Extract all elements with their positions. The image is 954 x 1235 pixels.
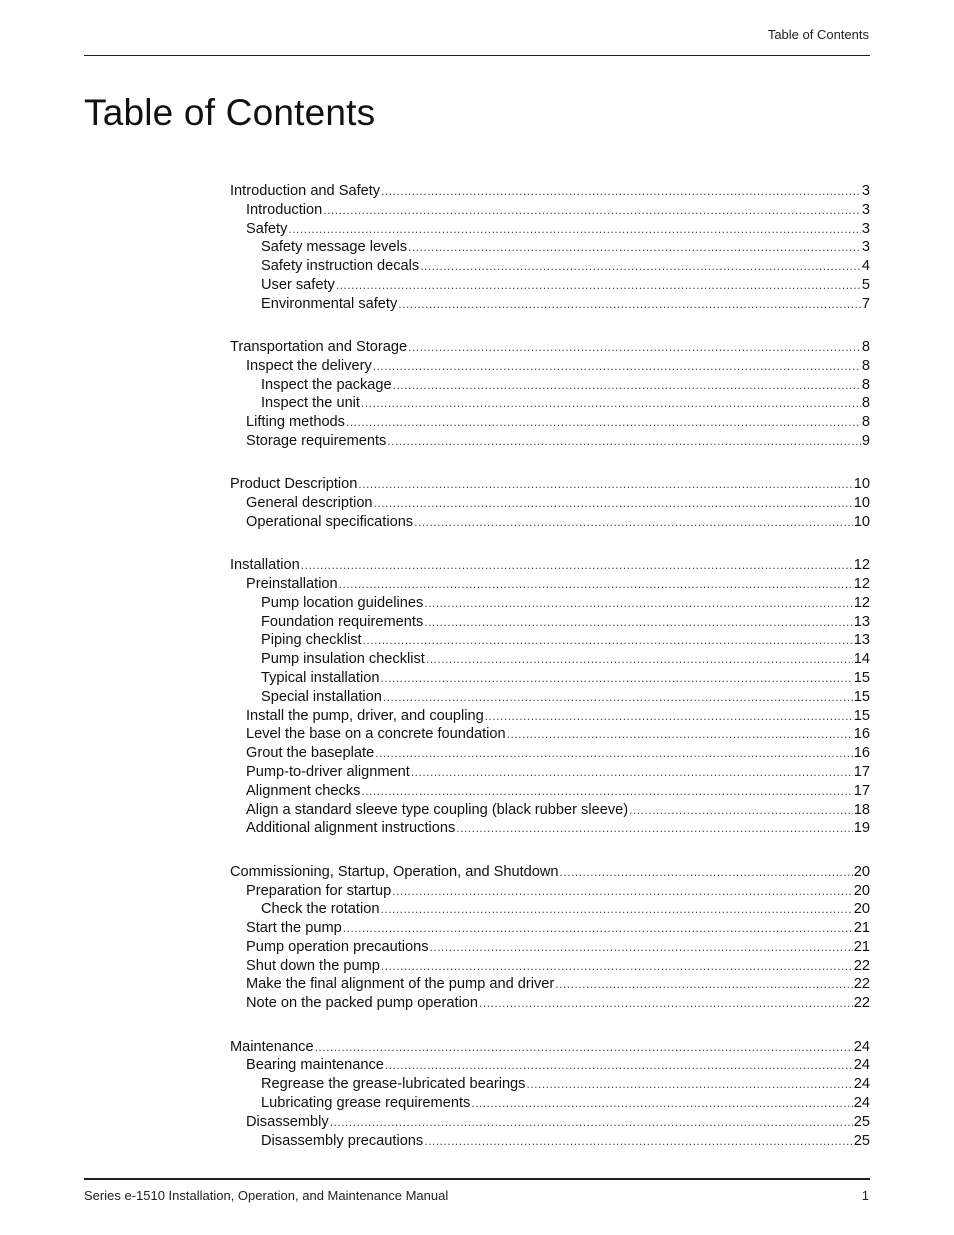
toc-entry-title: Maintenance [230,1038,314,1055]
footer-page-number: 1 [861,1188,869,1203]
toc-entry-page: 13 [853,613,870,630]
toc-entry-page: 15 [853,707,870,724]
toc-entry-level-3[interactable] [230,257,870,276]
toc-entry-level-2[interactable] [230,819,870,838]
toc-section [230,182,870,314]
dot-leader [392,882,853,901]
toc-entry-level-2[interactable] [230,494,870,513]
dot-leader [411,763,853,782]
toc-entry-page: 12 [853,594,870,611]
toc-entry-level-3[interactable] [230,1094,870,1113]
toc-entry-page: 17 [853,764,870,781]
dot-leader [373,357,861,376]
toc-entry-level-3[interactable] [230,1132,870,1151]
toc-entry-page: 12 [853,557,870,574]
dot-leader [629,801,853,820]
toc-entry-title: Product Description [230,476,358,493]
toc-entry-level-2[interactable] [230,957,870,976]
toc-entry-level-3[interactable] [230,238,870,257]
dot-leader [339,575,853,594]
toc-section [230,475,870,531]
dot-leader [424,594,853,613]
toc-entry-level-3[interactable] [230,376,870,395]
toc-entry-level-2[interactable] [230,201,870,220]
toc-entry-title: Disassembly [246,1113,329,1130]
page-title: Table of Contents [84,92,376,133]
toc-entry-title: Note on the packed pump operation [246,995,479,1012]
toc-entry-level-3[interactable] [230,669,870,688]
toc-entry-page: 10 [853,495,870,512]
toc-entry-title: Pump-to-driver alignment [246,764,410,781]
toc-entry-level-2[interactable] [230,513,870,532]
toc-entry-level-2[interactable] [230,707,870,726]
dot-leader [414,513,853,532]
dot-leader [375,744,853,763]
toc-entry-title: General description [246,495,373,512]
toc-entry-title: Check the rotation [261,901,380,918]
dot-leader [301,556,853,575]
toc-entry-page: 21 [853,938,870,955]
toc-entry-page: 13 [853,632,870,649]
toc-entry-level-2[interactable] [230,994,870,1013]
toc-entry-level-3[interactable] [230,650,870,669]
toc-section [230,556,870,838]
toc-entry-page: 17 [853,782,870,799]
toc-entry-title: Safety [246,220,288,237]
dot-leader [330,1113,853,1132]
toc-entry-page: 14 [853,651,870,668]
dot-leader [387,432,861,451]
dot-leader [323,201,861,220]
toc-entry-title: Piping checklist [261,632,362,649]
toc-entry-level-2[interactable] [230,938,870,957]
toc-entry-title: Environmental safety [261,295,398,312]
toc-entry-title: Disassembly precautions [261,1132,424,1149]
toc-entry-level-3[interactable] [230,594,870,613]
toc-entry-title: Introduction and Safety [230,183,381,199]
toc-entry-title: Preinstallation [246,576,338,593]
toc-entry-title: Regrease the grease-lubricated bearings [261,1076,526,1093]
toc-entry-page: 20 [853,901,870,918]
toc-entry-level-1[interactable] [230,338,870,357]
toc-entry-page: 8 [861,339,870,356]
dot-leader [560,863,853,882]
toc-entry-level-2[interactable] [230,763,870,782]
dot-leader [383,688,853,707]
toc-entry-title: Inspect the delivery [246,357,372,374]
toc-entry-level-3[interactable] [230,1075,870,1094]
toc-entry-page: 24 [853,1094,870,1111]
toc-entry-page: 15 [853,670,870,687]
toc-section [230,338,870,451]
toc-entry-level-2[interactable] [230,782,870,801]
toc-entry-title: Start the pump [246,920,342,937]
toc-entry-page: 10 [853,476,870,493]
dot-leader [430,938,853,957]
toc-entry-level-2[interactable] [230,1056,870,1075]
toc-entry-title: Grout the baseplate [246,745,375,762]
dot-leader [315,1038,853,1057]
toc-entry-page: 25 [853,1113,870,1130]
toc-entry-level-2[interactable] [230,882,870,901]
dot-leader [381,182,861,201]
toc-entry-page: 9 [861,433,870,450]
toc-entry-page: 4 [861,258,870,275]
dot-leader [424,613,853,632]
toc-entry-title: Lubricating grease requirements [261,1094,471,1111]
toc-entry-page: 24 [853,1076,870,1093]
toc-entry-title: Safety instruction decals [261,258,420,275]
toc-entry-title: Commissioning, Startup, Operation, and Shutdown [230,863,559,880]
toc-entry-page: 3 [861,220,870,237]
dot-leader [288,220,861,239]
toc-section [230,1038,870,1151]
toc-entry-title: Storage requirements [246,433,387,450]
toc-entry-level-2[interactable] [230,575,870,594]
toc-entry-level-3[interactable] [230,631,870,650]
toc-entry-page: 3 [861,239,870,256]
toc-entry-page: 16 [853,726,870,743]
dot-leader [346,413,861,432]
toc-entry-page: 22 [853,995,870,1012]
toc-section [230,863,870,1013]
toc-entry-page: 8 [861,395,870,412]
dot-leader [380,669,852,688]
toc-entry-page: 7 [861,295,870,312]
header-rule [84,55,870,56]
toc-entry-page: 18 [853,801,870,818]
toc-entry-page: 22 [853,957,870,974]
toc-entry-title: Introduction [246,201,323,218]
toc-entry-level-2[interactable] [230,919,870,938]
toc-entry-title: Installation [230,557,300,574]
toc-entry-page: 20 [853,863,870,880]
running-head: Table of Contents [767,27,869,42]
toc-entry-page: 21 [853,920,870,937]
toc-entry-page: 5 [861,276,870,293]
dot-leader [526,1075,852,1094]
toc-entry-page: 22 [853,976,870,993]
toc-entry-page: 8 [861,357,870,374]
toc-entry-title: User safety [261,276,335,293]
dot-leader [471,1094,852,1113]
toc-entry-page: 16 [853,745,870,762]
toc-entry-level-1[interactable] [230,475,870,494]
toc-entry-title: Pump insulation checklist [261,651,425,668]
dot-leader [408,338,861,357]
dot-leader [361,394,861,413]
dot-leader [336,276,861,295]
toc-entry-title: Pump operation precautions [246,938,429,955]
toc-entry-level-2[interactable] [230,975,870,994]
table-of-contents [230,182,870,1175]
toc-entry-level-2[interactable] [230,413,870,432]
toc-entry-page: 25 [853,1132,870,1149]
toc-entry-title: Pump location guidelines [261,594,424,611]
dot-leader [424,1132,853,1151]
footer-document-title: Series e-1510 Installation, Operation, and Maintenance Manual [84,1188,449,1203]
toc-entry-page: 8 [861,414,870,431]
toc-entry-level-3[interactable] [230,688,870,707]
toc-entry-page: 24 [853,1057,870,1074]
dot-leader [363,631,853,650]
dot-leader [485,707,853,726]
toc-entry-level-3[interactable] [230,276,870,295]
toc-entry-level-3[interactable] [230,900,870,919]
toc-entry-page: 24 [853,1038,870,1055]
toc-entry-level-2[interactable] [230,432,870,451]
toc-entry-title: Inspect the unit [261,395,360,412]
toc-entry-level-3[interactable] [230,613,870,632]
toc-entry-title: Alignment checks [246,782,361,799]
toc-entry-level-2[interactable] [230,220,870,239]
toc-entry-page: 19 [853,820,870,837]
toc-entry-title: Bearing maintenance [246,1057,384,1074]
toc-entry-level-1[interactable] [230,182,870,201]
dot-leader [420,257,861,276]
toc-entry-title: Make the final alignment of the pump and driver [246,976,555,993]
dot-leader [358,475,852,494]
toc-entry-level-2[interactable] [230,357,870,376]
toc-entry-level-2[interactable] [230,801,870,820]
dot-leader [398,295,861,314]
dot-leader [343,919,853,938]
toc-entry-page: 3 [861,201,870,218]
dot-leader [408,238,861,257]
toc-entry-title: Transportation and Storage [230,339,408,356]
toc-entry-level-2[interactable] [230,744,870,763]
toc-entry-page: 10 [853,513,870,530]
dot-leader [479,994,853,1013]
toc-entry-title: Foundation requirements [261,613,424,630]
toc-entry-page: 20 [853,882,870,899]
toc-entry-page: 8 [861,376,870,393]
toc-entry-title: Typical installation [261,670,380,687]
toc-entry-title: Operational specifications [246,513,414,530]
toc-entry-page: 15 [853,688,870,705]
toc-entry-level-3[interactable] [230,394,870,413]
toc-entry-title: Shut down the pump [246,957,380,974]
dot-leader [380,900,852,919]
toc-entry-level-1[interactable] [230,863,870,882]
dot-leader [426,650,853,669]
toc-entry-page: 12 [853,576,870,593]
dot-leader [393,376,861,395]
dot-leader [385,1056,853,1075]
toc-entry-level-1[interactable] [230,556,870,575]
toc-entry-title: Lifting methods [246,414,345,431]
toc-entry-title: Preparation for startup [246,882,392,899]
footer-rule [84,1178,870,1180]
dot-leader [374,494,853,513]
dot-leader [381,957,853,976]
dot-leader [456,819,852,838]
toc-entry-title: Special installation [261,688,382,705]
dot-leader [555,975,853,994]
toc-entry-title: Level the base on a concrete foundation [246,726,506,743]
toc-entry-title: Install the pump, driver, and coupling [246,707,484,724]
toc-entry-title: Inspect the package [261,376,392,393]
toc-entry-level-2[interactable] [230,1113,870,1132]
toc-entry-title: Align a standard sleeve type coupling (black rubber sleeve) [246,801,629,818]
toc-entry-level-2[interactable] [230,725,870,744]
toc-entry-title: Additional alignment instructions [246,820,456,837]
dot-leader [361,782,852,801]
toc-entry-level-3[interactable] [230,295,870,314]
toc-entry-title: Safety message levels [261,239,408,256]
toc-entry-level-1[interactable] [230,1038,870,1057]
toc-entry-page: 3 [861,183,870,199]
dot-leader [507,725,853,744]
